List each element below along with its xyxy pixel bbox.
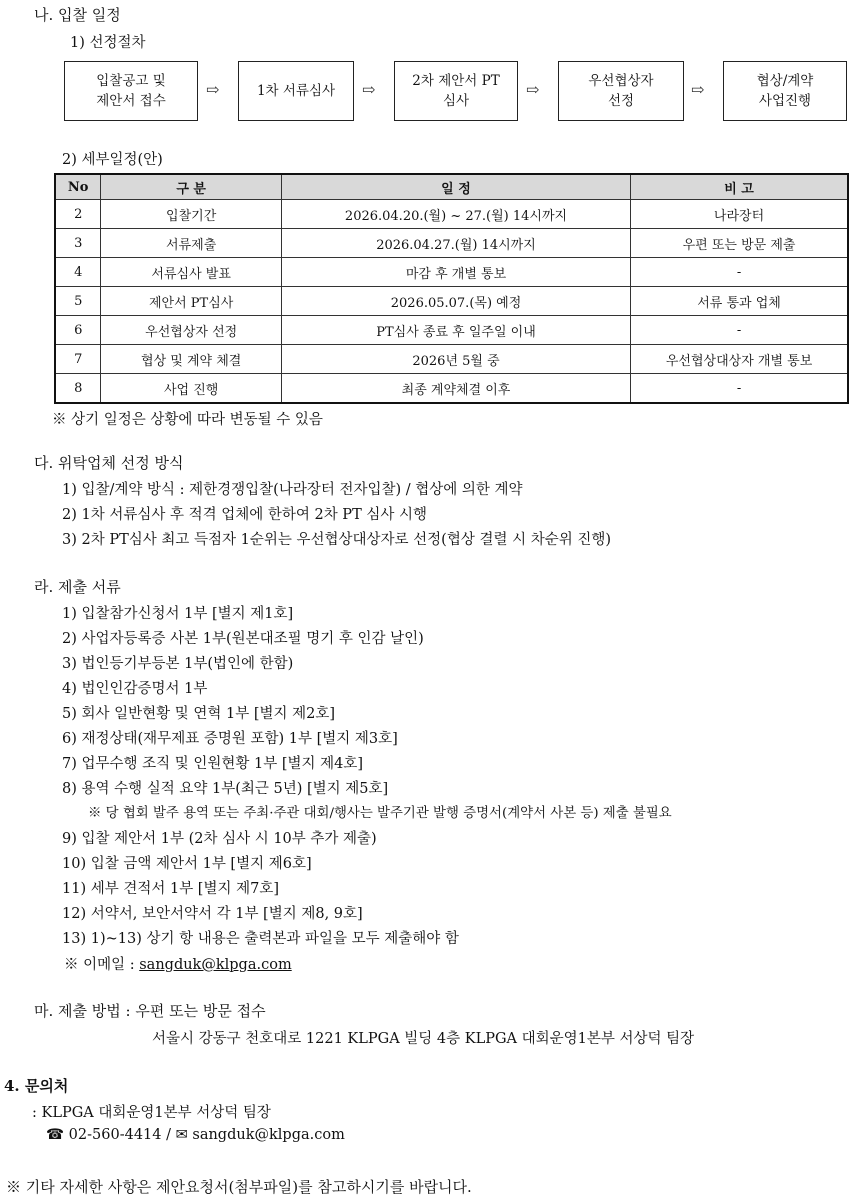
flow-step-4: 우선협상자 선정 [558, 61, 684, 121]
cell-remarks: 우편 또는 방문 제출 [631, 229, 848, 258]
cell-category: 제안서 PT심사 [101, 287, 282, 316]
cell-schedule: 2026년 5월 중 [281, 345, 630, 374]
cell-no: 8 [55, 374, 101, 404]
cell-category: 우선협상자 선정 [101, 316, 282, 345]
flow-arrow-icon: ⇨ [362, 80, 376, 99]
cell-no: 6 [55, 316, 101, 345]
flow-arrow-icon: ⇨ [206, 80, 220, 99]
cell-remarks: 우선협상대상자 개별 통보 [631, 345, 848, 374]
contact-details [46, 1127, 345, 1143]
cell-category: 입찰기간 [101, 200, 282, 229]
submission-address: 서울시 강동구 천호대로 1221 KLPGA 빌딩 4층 KLPGA 대회운영1본부 서상덕 팀장 [152, 1031, 695, 1047]
table-row [55, 258, 848, 287]
cell-category: 사업 진행 [101, 374, 282, 404]
footer-note: ※ 기타 자세한 사항은 제안요청서(첨부파일)를 참고하시기를 바랍니다. [6, 1178, 472, 1196]
col-header-no: No [55, 174, 101, 200]
list-item: 2) 1차 서류심사 후 적격 업체에 한하여 2차 PT 심사 시행 [62, 507, 427, 523]
table-row [55, 200, 848, 229]
cell-no: 4 [55, 258, 101, 287]
flow-arrow-icon: ⇨ [691, 80, 705, 99]
list-item: 10) 입찰 금액 제안서 1부 [별지 제6호] [62, 856, 312, 872]
list-item: 3) 법인등기부등본 1부(법인에 한함) [62, 656, 294, 672]
flow-step-2: 1차 서류심사 [238, 61, 354, 121]
list-item: 11) 세부 견적서 1부 [별지 제7호] [62, 881, 279, 897]
list-item: 1) 입찰/계약 방식 : 제한경쟁입찰(나라장터 전자입찰) / 협상에 의한 계약 [62, 482, 523, 498]
schedule-note: ※ 상기 일정은 상황에 따라 변동될 수 있음 [52, 412, 323, 428]
table-row [55, 374, 848, 404]
cell-no: 5 [55, 287, 101, 316]
section-na-title: 나. 입찰 일정 [34, 6, 121, 24]
table-header-row [55, 174, 848, 200]
list-item: 4) 법인인감증명서 1부 [62, 681, 208, 697]
cell-remarks: - [631, 316, 848, 345]
cell-remarks: 서류 통과 업체 [631, 287, 848, 316]
col-header-schedule: 일 정 [281, 174, 630, 200]
email-link[interactable]: sangduk@klpga.com [139, 957, 292, 973]
table-row [55, 345, 848, 374]
list-item: 12) 서약서, 보안서약서 각 1부 [별지 제8, 9호] [62, 906, 363, 922]
flow-arrow-icon: ⇨ [526, 80, 540, 99]
col-header-category: 구 분 [101, 174, 282, 200]
cell-remarks: 나라장터 [631, 200, 848, 229]
cell-remarks: - [631, 374, 848, 404]
cell-category: 협상 및 계약 체결 [101, 345, 282, 374]
schedule-table [54, 173, 849, 404]
email-prefix: ※ 이메일 : [64, 957, 140, 973]
section-4-title: 4. 문의처 [4, 1077, 69, 1095]
flow-step-3: 2차 제안서 PT 심사 [394, 61, 518, 121]
schedule-heading: 2) 세부일정(안) [62, 152, 163, 168]
cell-schedule: 2026.04.20.(월) ~ 27.(월) 14시까지 [281, 200, 630, 229]
table-row [55, 316, 848, 345]
list-item: 9) 입찰 제안서 1부 (2차 심사 시 10부 추가 제출) [62, 831, 377, 847]
list-item: 5) 회사 일반현황 및 연혁 1부 [별지 제2호] [62, 706, 336, 722]
cell-no: 2 [55, 200, 101, 229]
cell-category: 서류심사 발표 [101, 258, 282, 287]
section-da-title: 다. 위탁업체 선정 방식 [34, 454, 184, 472]
cell-schedule: 마감 후 개별 통보 [281, 258, 630, 287]
table-row [55, 287, 848, 316]
contact-person: : KLPGA 대회운영1본부 서상덕 팀장 [32, 1105, 271, 1121]
cell-no: 3 [55, 229, 101, 258]
email-row [64, 953, 292, 974]
col-header-remarks: 비 고 [631, 174, 848, 200]
section-ra-title: 라. 제출 서류 [34, 578, 121, 596]
cell-schedule: 2026.04.27.(월) 14시까지 [281, 229, 630, 258]
list-item: 6) 재정상태(재무제표 증명원 포함) 1부 [별지 제3호] [62, 731, 398, 747]
list-item: 2) 사업자등록증 사본 1부(원본대조필 명기 후 인감 날인) [62, 631, 424, 647]
separator: / [166, 1127, 171, 1143]
flow-step-5: 협상/계약 사업진행 [723, 61, 847, 121]
flow-step-1: 입찰공고 및 제안서 접수 [64, 61, 198, 121]
list-item: 8) 용역 수행 실적 요약 1부(최근 5년) [별지 제5호] [62, 781, 389, 797]
list-item: 7) 업무수행 조직 및 인원현황 1부 [별지 제4호] [62, 756, 364, 772]
list-item: 13) 1)~13) 상기 항 내용은 출력본과 파일을 모두 제출해야 함 [62, 931, 459, 947]
phone-number: 02-560-4414 [68, 1127, 162, 1143]
mail-icon: ✉ [175, 1127, 188, 1143]
cell-schedule: PT심사 종료 후 일주일 이내 [281, 316, 630, 345]
cell-no: 7 [55, 345, 101, 374]
cell-remarks: - [631, 258, 848, 287]
cell-schedule: 최종 계약체결 이후 [281, 374, 630, 404]
table-row [55, 229, 848, 258]
list-item: 1) 입찰참가신청서 1부 [별지 제1호] [62, 606, 294, 622]
submission-method: 마. 제출 방법 : 우편 또는 방문 접수 [34, 1002, 266, 1020]
cell-schedule: 2026.05.07.(목) 예정 [281, 287, 630, 316]
selection-process-heading: 1) 선정절차 [70, 35, 146, 51]
phone-icon: ☎ [46, 1127, 65, 1143]
cell-category: 서류제출 [101, 229, 282, 258]
list-item-note: ※ 당 협회 발주 용역 또는 주최·주관 대회/행사는 발주기관 발행 증명서(계약서 사본 등) 제출 불필요 [88, 806, 672, 821]
contact-email: sangduk@klpga.com [192, 1127, 345, 1143]
list-item: 3) 2차 PT심사 최고 득점자 1순위는 우선협상대상자로 선정(협상 결렬 시 차순위 진행) [62, 532, 611, 548]
